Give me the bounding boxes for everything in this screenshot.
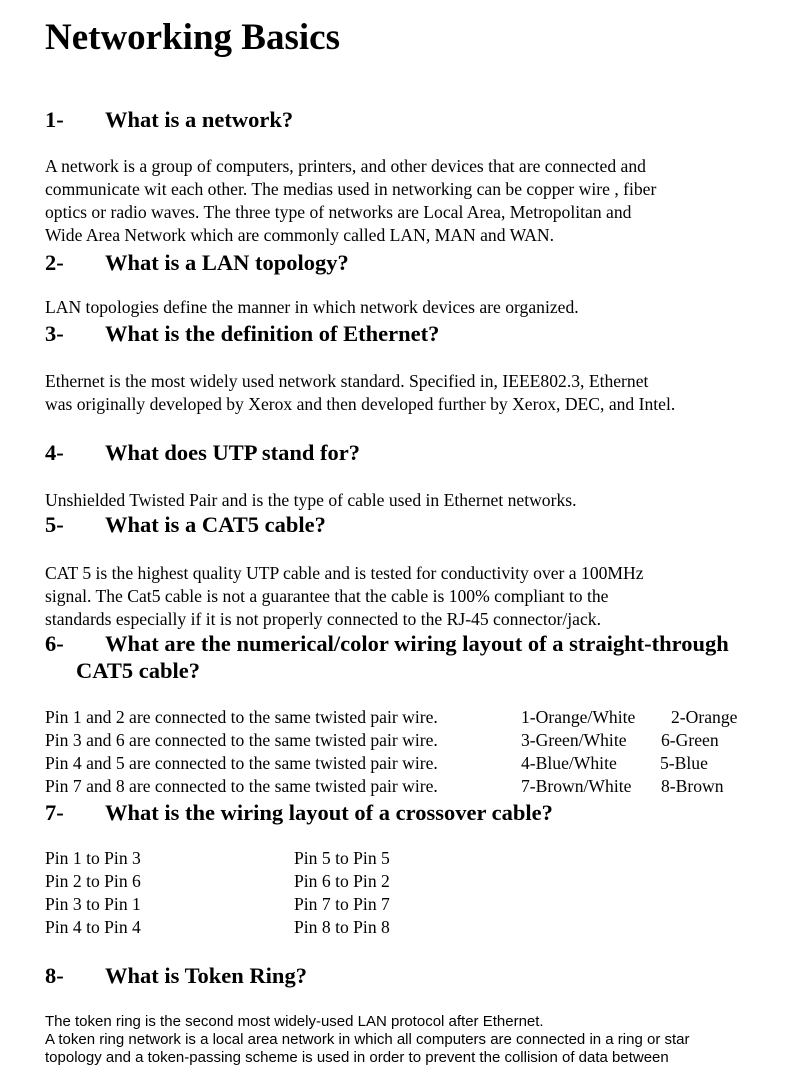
pin-mapping-right: Pin 7 to Pin 7 bbox=[294, 894, 390, 914]
question-number: 8- bbox=[45, 963, 64, 988]
wiring-description: Pin 1 and 2 are connected to the same twisted pair wire. bbox=[45, 707, 438, 727]
question-number: 7- bbox=[45, 800, 64, 825]
question-text: What is a network? bbox=[105, 107, 294, 132]
answer-line: Ethernet is the most widely used network standard. Specified in, IEEE802.3, Ethernet bbox=[45, 371, 649, 391]
answer-line: optics or radio waves. The three type of networks are Local Area, Metropolitan and bbox=[45, 202, 632, 222]
answer-line: The token ring is the second most widely-used LAN protocol after Ethernet. bbox=[45, 1013, 544, 1030]
pin-row bbox=[45, 847, 545, 870]
question-1-heading bbox=[45, 106, 293, 133]
question-text-continued: CAT5 cable? bbox=[76, 658, 200, 683]
pin-mapping-right: Pin 6 to Pin 2 bbox=[294, 871, 390, 891]
answer-8-paragraph bbox=[45, 1013, 690, 1067]
wiring-pin-color-b: 2-Orange bbox=[671, 707, 738, 727]
question-7-heading bbox=[45, 799, 553, 826]
question-number: 4- bbox=[45, 440, 64, 465]
question-text: What is the definition of Ethernet? bbox=[105, 321, 440, 346]
wiring-description: Pin 7 and 8 are connected to the same twisted pair wire. bbox=[45, 776, 438, 796]
crossover-pin-table bbox=[45, 847, 545, 939]
wiring-row bbox=[45, 775, 785, 798]
pin-row bbox=[45, 916, 545, 939]
wiring-row bbox=[45, 706, 785, 729]
question-text: What is a CAT5 cable? bbox=[105, 512, 326, 537]
question-2-heading bbox=[45, 249, 349, 276]
question-number: 5- bbox=[45, 512, 64, 537]
wiring-description: Pin 4 and 5 are connected to the same twisted pair wire. bbox=[45, 753, 438, 773]
question-number: 2- bbox=[45, 250, 64, 275]
answer-line: was originally developed by Xerox and then developed further by Xerox, DEC, and Intel. bbox=[45, 394, 676, 414]
pin-mapping-right: Pin 8 to Pin 8 bbox=[294, 917, 390, 937]
question-text: What is a LAN topology? bbox=[105, 250, 349, 275]
pin-row bbox=[45, 893, 545, 916]
question-number: 6- bbox=[45, 631, 64, 656]
answer-3-paragraph bbox=[45, 370, 675, 416]
answer-line: CAT 5 is the highest quality UTP cable and is tested for conductivity over a 100MHz bbox=[45, 563, 644, 583]
wiring-pin-color-b: 5-Blue bbox=[660, 753, 708, 773]
answer-line: communicate wit each other. The medias used in networking can be copper wire , fiber bbox=[45, 179, 657, 199]
wiring-row bbox=[45, 752, 785, 775]
wiring-pin-color-b: 8-Brown bbox=[661, 776, 724, 796]
page-title: Networking Basics bbox=[45, 17, 340, 58]
question-3-heading bbox=[45, 320, 439, 347]
wiring-pin-color-a: 4-Blue/White bbox=[521, 753, 617, 773]
answer-line: Unshielded Twisted Pair and is the type of cable used in Ethernet networks. bbox=[45, 490, 577, 510]
answer-line: standards especially if it is not properly connected to the RJ-45 connector/jack. bbox=[45, 609, 601, 629]
question-6-heading bbox=[45, 630, 729, 684]
answer-4-paragraph bbox=[45, 489, 577, 512]
straight-through-wiring-table bbox=[45, 706, 785, 798]
pin-row bbox=[45, 870, 545, 893]
question-number: 3- bbox=[45, 321, 64, 346]
wiring-pin-color-a: 3-Green/White bbox=[521, 730, 627, 750]
question-number: 1- bbox=[45, 107, 64, 132]
answer-line: LAN topologies define the manner in which network devices are organized. bbox=[45, 297, 579, 317]
question-text: What is the wiring layout of a crossover cable? bbox=[105, 800, 553, 825]
wiring-pin-color-a: 1-Orange/White bbox=[521, 707, 636, 727]
pin-mapping-right: Pin 5 to Pin 5 bbox=[294, 848, 390, 868]
answer-1-paragraph bbox=[45, 155, 656, 247]
answer-5-paragraph bbox=[45, 562, 644, 631]
wiring-description: Pin 3 and 6 are connected to the same twisted pair wire. bbox=[45, 730, 438, 750]
pin-mapping-left: Pin 4 to Pin 4 bbox=[45, 917, 141, 937]
pin-mapping-left: Pin 3 to Pin 1 bbox=[45, 894, 141, 914]
pin-mapping-left: Pin 1 to Pin 3 bbox=[45, 848, 141, 868]
question-4-heading bbox=[45, 439, 360, 466]
wiring-row bbox=[45, 729, 785, 752]
answer-line: A network is a group of computers, printers, and other devices that are connected and bbox=[45, 156, 646, 176]
answer-2-paragraph bbox=[45, 296, 579, 319]
question-text: What are the numerical/color wiring layout of a straight-through bbox=[105, 631, 729, 656]
wiring-pin-color-b: 6-Green bbox=[661, 730, 719, 750]
question-8-heading bbox=[45, 962, 307, 989]
answer-line: A token ring network is a local area network in which all computers are connected in a ring or star bbox=[45, 1031, 690, 1048]
pin-mapping-left: Pin 2 to Pin 6 bbox=[45, 871, 141, 891]
answer-line: topology and a token-passing scheme is used in order to prevent the collision of data between bbox=[45, 1049, 669, 1066]
answer-line: Wide Area Network which are commonly called LAN, MAN and WAN. bbox=[45, 225, 555, 245]
wiring-pin-color-a: 7-Brown/White bbox=[521, 776, 632, 796]
question-5-heading bbox=[45, 511, 326, 538]
answer-line: signal. The Cat5 cable is not a guarantee that the cable is 100% compliant to the bbox=[45, 586, 609, 606]
question-text: What is Token Ring? bbox=[105, 963, 307, 988]
question-text: What does UTP stand for? bbox=[105, 440, 361, 465]
